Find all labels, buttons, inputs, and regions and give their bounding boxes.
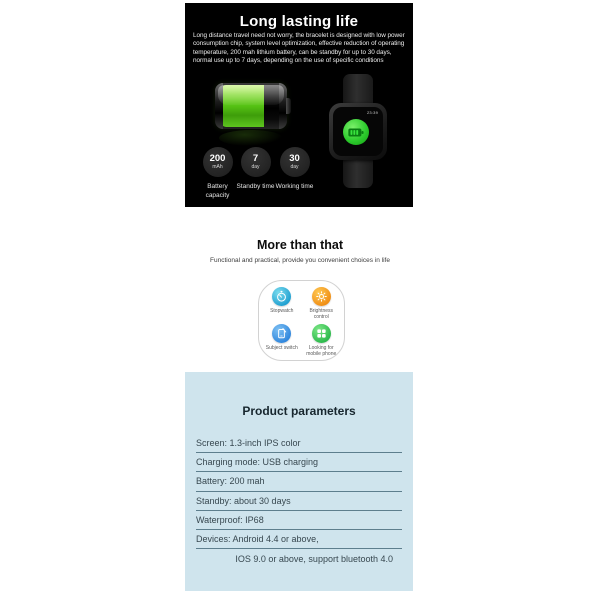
features-title: More than that bbox=[256, 238, 344, 252]
parameter-row-devices-continued: IOS 9.0 or above, support bluetooth 4.0 bbox=[235, 553, 393, 564]
watch-band-top bbox=[343, 74, 373, 106]
features-panel bbox=[258, 280, 345, 361]
product-parameters-panel bbox=[185, 372, 413, 591]
feature-label: Brightness control bbox=[309, 308, 334, 321]
battery-gloss bbox=[218, 85, 284, 105]
feature-label: Looking for mobile phone bbox=[306, 344, 337, 357]
stat-unit: day bbox=[251, 163, 260, 170]
stat-circle bbox=[241, 147, 271, 177]
feature-find-phone bbox=[302, 321, 342, 357]
stat-value: 30 bbox=[289, 153, 300, 164]
battery-icon bbox=[347, 126, 365, 139]
battery-terminal bbox=[286, 98, 291, 114]
parameters-title: Product parameters bbox=[242, 404, 356, 418]
feature-stopwatch bbox=[262, 284, 302, 320]
subject-switch-icon bbox=[272, 324, 291, 343]
battery-dial bbox=[343, 119, 369, 145]
feature-label: Stopwatch bbox=[270, 308, 294, 314]
parameter-row-charging: Charging mode: USB charging bbox=[196, 453, 402, 472]
find-phone-icon bbox=[312, 324, 331, 343]
parameter-row-battery: Battery: 200 mah bbox=[196, 472, 402, 491]
parameters-list bbox=[196, 434, 402, 568]
hero-description: Long distance travel need not worry, the bracelet is designed with low power consumption chip, system level optimization, effective reduction of operating temperature, 200 mah lithium battery, can be standby for up to 30 days, normal use up to 7 days, depending on the use of specific conditions bbox=[193, 32, 405, 65]
battery-illustration bbox=[215, 83, 287, 129]
smartwatch-illustration bbox=[328, 74, 388, 190]
stat-value: 200 bbox=[209, 153, 226, 164]
stat-label: Working time bbox=[275, 183, 314, 190]
watch-band-bottom bbox=[343, 158, 373, 188]
stat-standby-time bbox=[236, 147, 275, 192]
watch-screen bbox=[333, 107, 383, 156]
parameter-row-standby: Standby: about 30 days bbox=[196, 492, 402, 511]
stat-circle bbox=[280, 147, 310, 177]
parameter-row-screen: Screen: 1.3-inch IPS color bbox=[196, 434, 402, 453]
feature-brightness-control bbox=[302, 284, 342, 320]
stopwatch-icon bbox=[272, 287, 291, 306]
parameter-row-waterproof: Waterproof: IP68 bbox=[196, 511, 402, 530]
battery-reflection bbox=[219, 130, 283, 146]
features-subtitle: Functional and practical, provide you convenient choices in life bbox=[210, 257, 390, 264]
watch-face bbox=[329, 103, 387, 160]
hero-title: Long lasting life bbox=[239, 13, 359, 30]
watch-time: 23:39 bbox=[366, 110, 378, 115]
stat-working-time bbox=[275, 147, 314, 192]
stat-label: Battery capacity bbox=[205, 183, 230, 199]
stat-value: 7 bbox=[252, 153, 259, 164]
brightness-icon bbox=[312, 287, 331, 306]
feature-label: Subject switch bbox=[265, 344, 298, 351]
battery-hero-panel bbox=[185, 3, 413, 207]
stat-unit: mAh bbox=[212, 163, 223, 170]
parameter-row-devices: Devices: Android 4.4 or above, bbox=[196, 530, 402, 549]
stat-label: Standby time bbox=[236, 183, 275, 190]
stat-unit: day bbox=[290, 163, 299, 170]
stat-battery-capacity bbox=[198, 147, 237, 201]
feature-subject-switch bbox=[262, 321, 302, 357]
stat-circle bbox=[203, 147, 233, 177]
